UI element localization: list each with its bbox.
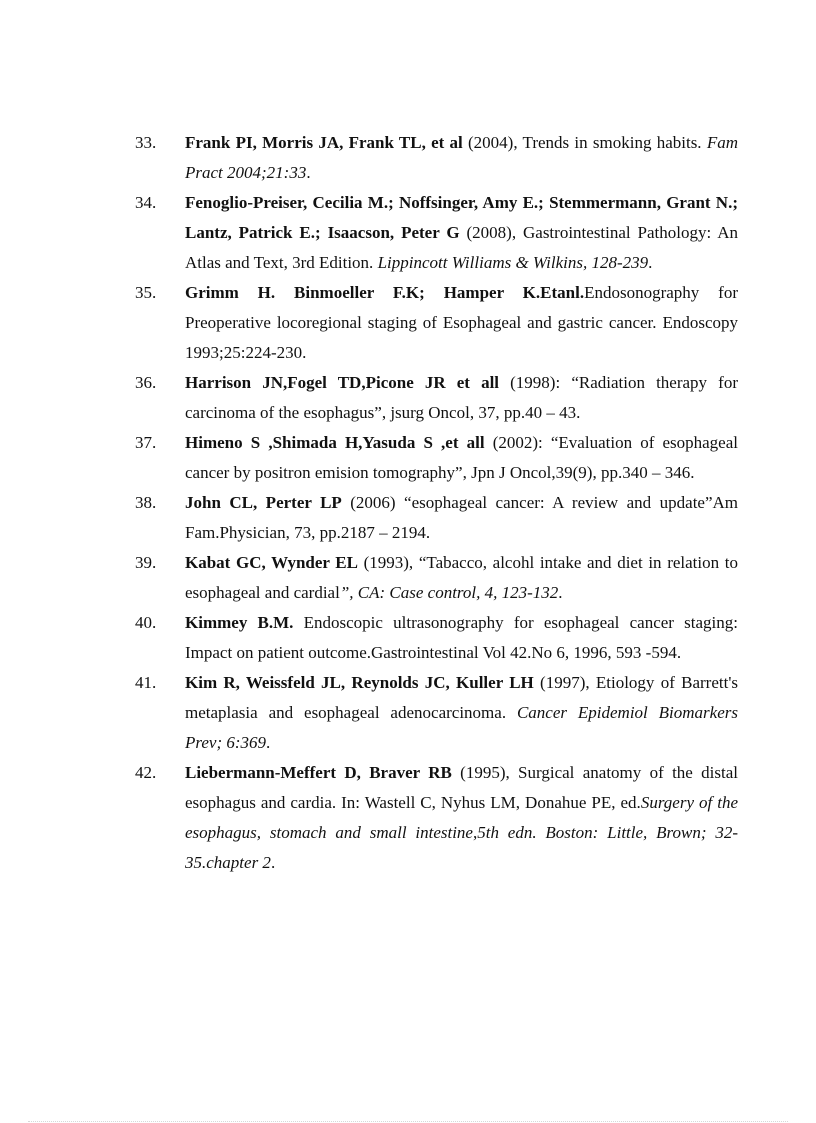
- reference-authors: Kim R, Weissfeld JL, Reynolds JC, Kuller LH: [185, 673, 534, 692]
- reference-item: [135, 368, 738, 428]
- reference-text: [185, 548, 738, 608]
- reference-authors: Himeno S ,Shimada H,Yasuda S ,et all: [185, 433, 485, 452]
- reference-body: .: [266, 733, 271, 752]
- reference-body: (1995), Surgical anatomy of the distal esophagus and cardia. In: Wastell C, Nyhus LM, Donahue PE, ed.: [185, 763, 738, 812]
- reference-item: [135, 608, 738, 668]
- reference-text: [185, 128, 738, 188]
- reference-authors: Frank PI, Morris JA, Frank TL, et al: [185, 133, 463, 152]
- reference-body: (2006) “esophageal cancer: A review and update”Am Fam.Physician, 73, pp.2187 – 2194.: [185, 493, 739, 542]
- reference-number: 41.: [135, 673, 157, 692]
- reference-item: [135, 278, 738, 368]
- reference-body: (1998): “Radiation therapy for carcinoma of the esophagus”, jsurg Oncol, 37, pp.40 – 43.: [185, 373, 738, 422]
- reference-number: 38.: [135, 493, 157, 512]
- reference-text: [185, 608, 738, 668]
- reference-authors: Fenoglio-Preiser, Cecilia M.; Noffsinger, Amy E.; Stemmermann, Grant N.; Lantz, Patrick E.; Isaacson, Peter G: [185, 193, 738, 242]
- reference-authors: Harrison JN,Fogel TD,Picone JR et all: [185, 373, 500, 392]
- reference-body: (1993), “Tabacco, alcohl intake and diet in relation to esophageal and cardial: [185, 553, 738, 602]
- reference-number: 40.: [135, 613, 157, 632]
- reference-source: 5th edn. Boston: Little, Brown; 32-35.chapter 2: [185, 823, 738, 872]
- reference-body: .: [270, 853, 276, 872]
- reference-item: [135, 758, 738, 878]
- reference-text: [185, 428, 738, 488]
- reference-authors: Liebermann-Meffert D, Braver RB: [185, 763, 452, 782]
- reference-authors: Kimmey B.M.: [185, 613, 294, 632]
- reference-number: 39.: [135, 553, 157, 572]
- reference-list: [135, 128, 738, 878]
- reference-source: Surgery of the esophagus, stomach and small intestine: [185, 793, 739, 842]
- reference-body: (1997), Etiology of Barrett's metaplasia and esophageal adenocarcinoma.: [185, 673, 738, 722]
- reference-number: 34.: [135, 193, 157, 212]
- reference-body: (2008), Gastrointestinal Pathology: An Atlas and Text, 3rd Edition.: [185, 223, 738, 272]
- reference-source: Cancer Epidemiol Biomarkers Prev; 6:369: [185, 703, 738, 752]
- reference-number: 33.: [135, 133, 157, 152]
- reference-number: 42.: [135, 763, 157, 782]
- reference-text: [185, 188, 738, 278]
- page-bottom-border: [28, 1121, 788, 1122]
- reference-item: [135, 668, 738, 758]
- reference-source: Fam Pract 2004;21:33: [185, 133, 738, 182]
- reference-item: [135, 428, 738, 488]
- reference-body: (2002): “Evaluation of esophageal cancer by positron emision tomography”, Jpn J Oncol,39(9), pp.340 – 346.: [185, 433, 739, 482]
- reference-authors: Kabat GC, Wynder EL: [185, 553, 358, 572]
- reference-number: 37.: [135, 433, 157, 452]
- reference-body: .: [648, 253, 653, 272]
- reference-item: [135, 488, 738, 548]
- reference-item: [135, 128, 738, 188]
- reference-text: [185, 758, 738, 878]
- reference-body: (2004), Trends in smoking habits.: [462, 133, 707, 152]
- reference-number: 36.: [135, 373, 157, 392]
- reference-text: [185, 488, 738, 548]
- reference-source: Lippincott Williams & Wilkins, 128-239: [377, 253, 649, 272]
- reference-body: Endosonography for Preoperative locoregional staging of Esophageal and gastric cancer. Endoscopy 1993;25:224-230.: [185, 283, 738, 362]
- reference-text: [185, 278, 738, 368]
- reference-authors: John CL, Perter LP: [185, 493, 342, 512]
- reference-authors: Grimm H. Binmoeller F.K; Hamper K.Etanl.: [185, 283, 585, 302]
- reference-body: .: [558, 583, 563, 602]
- reference-number: 35.: [135, 283, 157, 302]
- reference-text: [185, 368, 738, 428]
- reference-item: [135, 548, 738, 608]
- reference-item: [135, 188, 738, 278]
- reference-body: Endoscopic ultrasonography for esophageal cancer staging: Impact on patient outcome.Gastrointestinal Vol 42.No 6, 1996, 593 -594.: [185, 613, 738, 662]
- reference-source: ”, CA: Case control, 4, 123-132: [339, 583, 559, 602]
- reference-body: ,: [472, 823, 478, 842]
- reference-text: [185, 668, 738, 758]
- reference-body: .: [306, 163, 311, 182]
